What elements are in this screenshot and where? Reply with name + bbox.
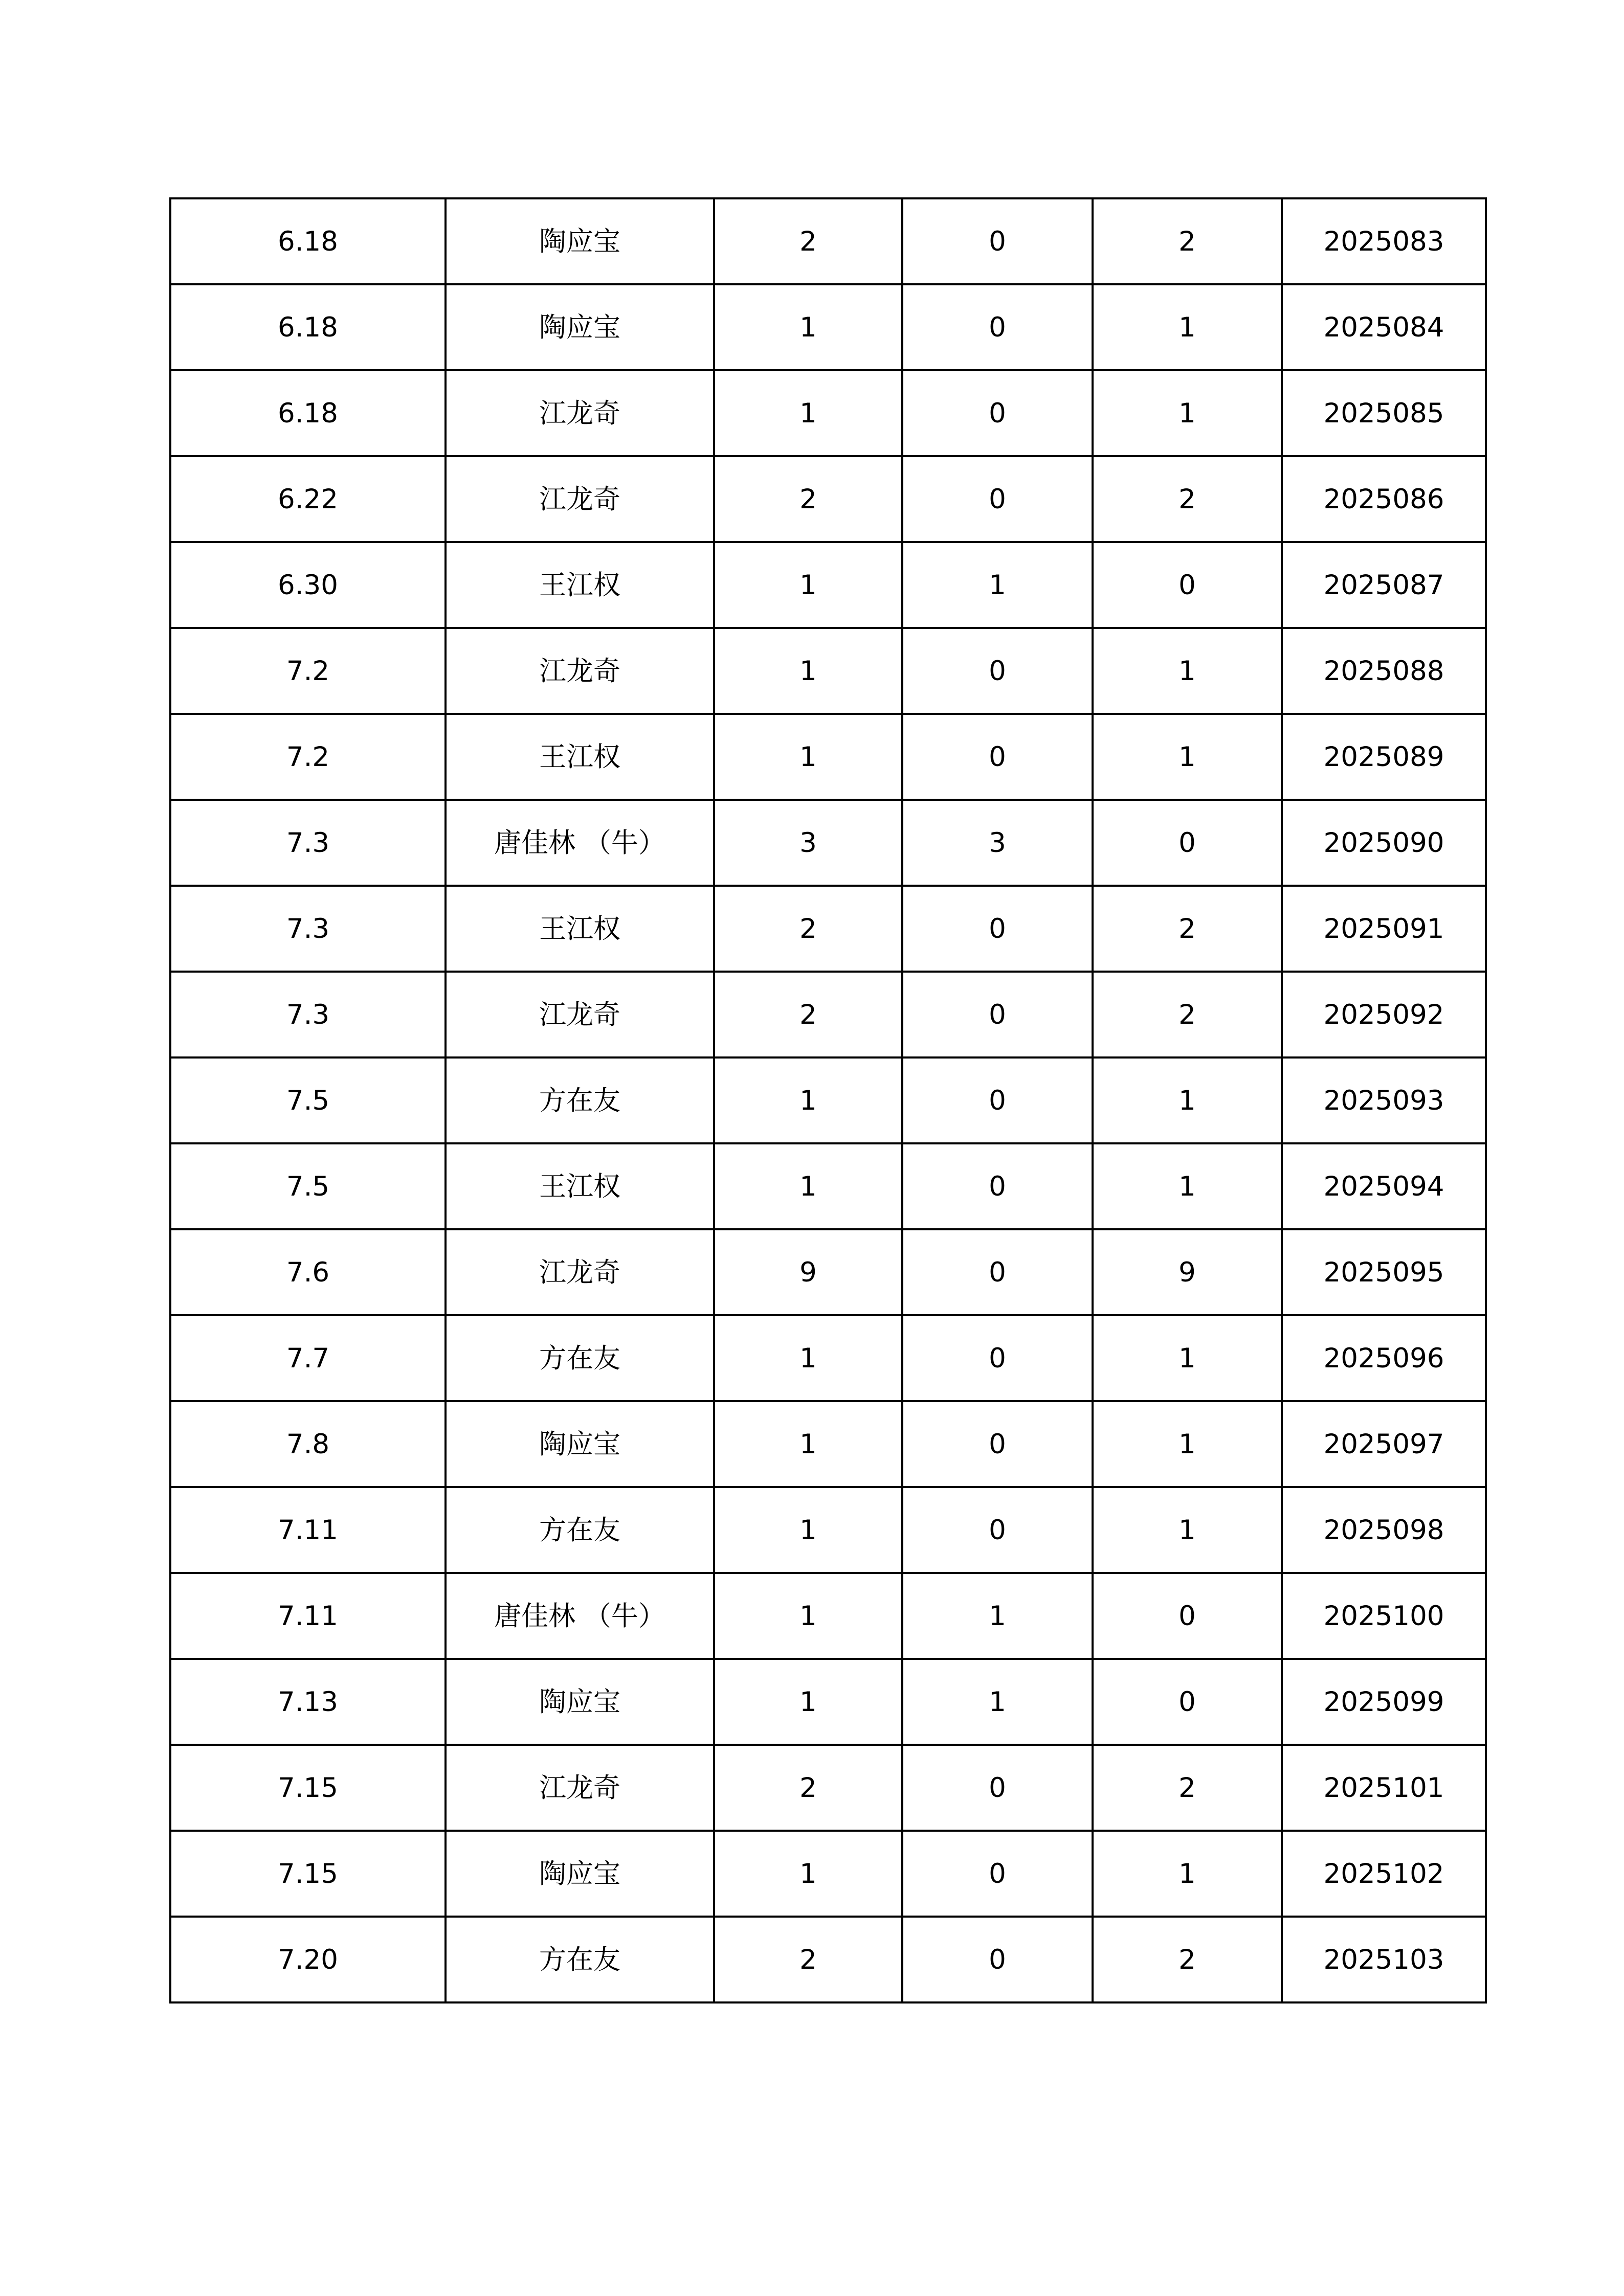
table-row	[170, 886, 1486, 972]
count-a-cell: 1	[902, 1659, 1093, 1745]
number-cell: 2025091	[1282, 886, 1486, 972]
name-cell: 方在友	[446, 1917, 714, 2002]
count-b-cell: 1	[1093, 1315, 1282, 1401]
count-b-cell: 1	[1093, 370, 1282, 456]
count-cell: 9	[714, 1229, 902, 1315]
date-cell: 7.3	[170, 886, 446, 972]
table-row	[170, 1573, 1486, 1659]
name-cell: 江龙奇	[446, 456, 714, 542]
name-cell: 陶应宝	[446, 284, 714, 370]
count-b-cell: 1	[1093, 714, 1282, 800]
name-cell: 王江权	[446, 1143, 714, 1229]
table-row	[170, 1229, 1486, 1315]
count-a-cell: 0	[902, 1487, 1093, 1573]
count-b-cell: 1	[1093, 1143, 1282, 1229]
count-b-cell: 1	[1093, 284, 1282, 370]
table-row	[170, 1143, 1486, 1229]
table-row	[170, 198, 1486, 284]
count-b-cell: 2	[1093, 972, 1282, 1057]
count-cell: 1	[714, 1315, 902, 1401]
number-cell: 2025099	[1282, 1659, 1486, 1745]
name-cell: 江龙奇	[446, 628, 714, 714]
count-b-cell: 1	[1093, 1487, 1282, 1573]
count-a-cell: 0	[902, 628, 1093, 714]
table-row	[170, 628, 1486, 714]
table-row	[170, 1057, 1486, 1143]
count-a-cell: 1	[902, 1573, 1093, 1659]
count-a-cell: 0	[902, 1401, 1093, 1487]
date-cell: 7.6	[170, 1229, 446, 1315]
table-row	[170, 1831, 1486, 1917]
date-cell: 7.5	[170, 1143, 446, 1229]
number-cell: 2025097	[1282, 1401, 1486, 1487]
number-cell: 2025085	[1282, 370, 1486, 456]
date-cell: 6.18	[170, 284, 446, 370]
count-cell: 1	[714, 284, 902, 370]
name-cell: 方在友	[446, 1057, 714, 1143]
count-a-cell: 0	[902, 456, 1093, 542]
date-cell: 7.11	[170, 1487, 446, 1573]
table-row	[170, 800, 1486, 886]
date-cell: 6.30	[170, 542, 446, 628]
count-cell: 1	[714, 1143, 902, 1229]
count-a-cell: 0	[902, 1831, 1093, 1917]
count-b-cell: 2	[1093, 1917, 1282, 2002]
count-cell: 2	[714, 1917, 902, 2002]
name-cell: 方在友	[446, 1315, 714, 1401]
count-a-cell: 0	[902, 886, 1093, 972]
date-cell: 6.18	[170, 198, 446, 284]
count-a-cell: 0	[902, 1229, 1093, 1315]
name-cell: 陶应宝	[446, 1831, 714, 1917]
count-cell: 1	[714, 1057, 902, 1143]
name-cell: 唐佳林 （牛）	[446, 800, 714, 886]
count-cell: 1	[714, 370, 902, 456]
number-cell: 2025095	[1282, 1229, 1486, 1315]
name-cell: 陶应宝	[446, 1401, 714, 1487]
count-a-cell: 0	[902, 370, 1093, 456]
date-cell: 7.13	[170, 1659, 446, 1745]
table-row	[170, 714, 1486, 800]
number-cell: 2025087	[1282, 542, 1486, 628]
number-cell: 2025086	[1282, 456, 1486, 542]
name-cell: 唐佳林 （牛）	[446, 1573, 714, 1659]
count-b-cell: 2	[1093, 198, 1282, 284]
table-row	[170, 284, 1486, 370]
count-b-cell: 2	[1093, 886, 1282, 972]
count-a-cell: 0	[902, 714, 1093, 800]
number-cell: 2025100	[1282, 1573, 1486, 1659]
name-cell: 江龙奇	[446, 972, 714, 1057]
count-cell: 2	[714, 456, 902, 542]
name-cell: 陶应宝	[446, 1659, 714, 1745]
name-cell: 王江权	[446, 542, 714, 628]
count-cell: 1	[714, 1831, 902, 1917]
count-cell: 2	[714, 198, 902, 284]
count-a-cell: 0	[902, 1917, 1093, 2002]
count-b-cell: 2	[1093, 456, 1282, 542]
count-b-cell: 1	[1093, 628, 1282, 714]
name-cell: 陶应宝	[446, 198, 714, 284]
number-cell: 2025103	[1282, 1917, 1486, 2002]
name-cell: 江龙奇	[446, 1229, 714, 1315]
count-b-cell: 0	[1093, 800, 1282, 886]
count-a-cell: 1	[902, 542, 1093, 628]
date-cell: 7.15	[170, 1831, 446, 1917]
table-row	[170, 456, 1486, 542]
count-b-cell: 1	[1093, 1057, 1282, 1143]
count-cell: 1	[714, 1401, 902, 1487]
name-cell: 江龙奇	[446, 1745, 714, 1831]
number-cell: 2025083	[1282, 198, 1486, 284]
count-b-cell: 1	[1093, 1401, 1282, 1487]
count-b-cell: 9	[1093, 1229, 1282, 1315]
table-row	[170, 1745, 1486, 1831]
count-a-cell: 0	[902, 972, 1093, 1057]
count-b-cell: 2	[1093, 1745, 1282, 1831]
number-cell: 2025090	[1282, 800, 1486, 886]
records-table	[169, 197, 1487, 2004]
count-a-cell: 0	[902, 1315, 1093, 1401]
table-row	[170, 370, 1486, 456]
name-cell: 王江权	[446, 886, 714, 972]
count-a-cell: 0	[902, 198, 1093, 284]
number-cell: 2025101	[1282, 1745, 1486, 1831]
table-row	[170, 972, 1486, 1057]
date-cell: 6.18	[170, 370, 446, 456]
name-cell: 王江权	[446, 714, 714, 800]
count-cell: 1	[714, 1573, 902, 1659]
number-cell: 2025094	[1282, 1143, 1486, 1229]
date-cell: 7.7	[170, 1315, 446, 1401]
count-cell: 1	[714, 1659, 902, 1745]
number-cell: 2025089	[1282, 714, 1486, 800]
date-cell: 6.22	[170, 456, 446, 542]
number-cell: 2025096	[1282, 1315, 1486, 1401]
count-a-cell: 0	[902, 284, 1093, 370]
count-cell: 1	[714, 1487, 902, 1573]
count-a-cell: 0	[902, 1745, 1093, 1831]
number-cell: 2025098	[1282, 1487, 1486, 1573]
count-cell: 1	[714, 628, 902, 714]
number-cell: 2025102	[1282, 1831, 1486, 1917]
date-cell: 7.20	[170, 1917, 446, 2002]
count-b-cell: 0	[1093, 1573, 1282, 1659]
date-cell: 7.15	[170, 1745, 446, 1831]
count-cell: 1	[714, 714, 902, 800]
count-b-cell: 0	[1093, 542, 1282, 628]
count-cell: 3	[714, 800, 902, 886]
count-a-cell: 0	[902, 1143, 1093, 1229]
date-cell: 7.11	[170, 1573, 446, 1659]
number-cell: 2025084	[1282, 284, 1486, 370]
table-row	[170, 1487, 1486, 1573]
count-cell: 2	[714, 886, 902, 972]
date-cell: 7.5	[170, 1057, 446, 1143]
count-b-cell: 1	[1093, 1831, 1282, 1917]
number-cell: 2025093	[1282, 1057, 1486, 1143]
records-table-body	[170, 198, 1486, 2002]
date-cell: 7.3	[170, 800, 446, 886]
table-row	[170, 1659, 1486, 1745]
date-cell: 7.8	[170, 1401, 446, 1487]
count-cell: 2	[714, 1745, 902, 1831]
table-row	[170, 1401, 1486, 1487]
count-b-cell: 0	[1093, 1659, 1282, 1745]
count-a-cell: 0	[902, 1057, 1093, 1143]
count-a-cell: 3	[902, 800, 1093, 886]
table-row	[170, 1917, 1486, 2002]
name-cell: 方在友	[446, 1487, 714, 1573]
number-cell: 2025092	[1282, 972, 1486, 1057]
date-cell: 7.2	[170, 628, 446, 714]
count-cell: 2	[714, 972, 902, 1057]
date-cell: 7.2	[170, 714, 446, 800]
name-cell: 江龙奇	[446, 370, 714, 456]
date-cell: 7.3	[170, 972, 446, 1057]
table-row	[170, 1315, 1486, 1401]
count-cell: 1	[714, 542, 902, 628]
number-cell: 2025088	[1282, 628, 1486, 714]
table-row	[170, 542, 1486, 628]
